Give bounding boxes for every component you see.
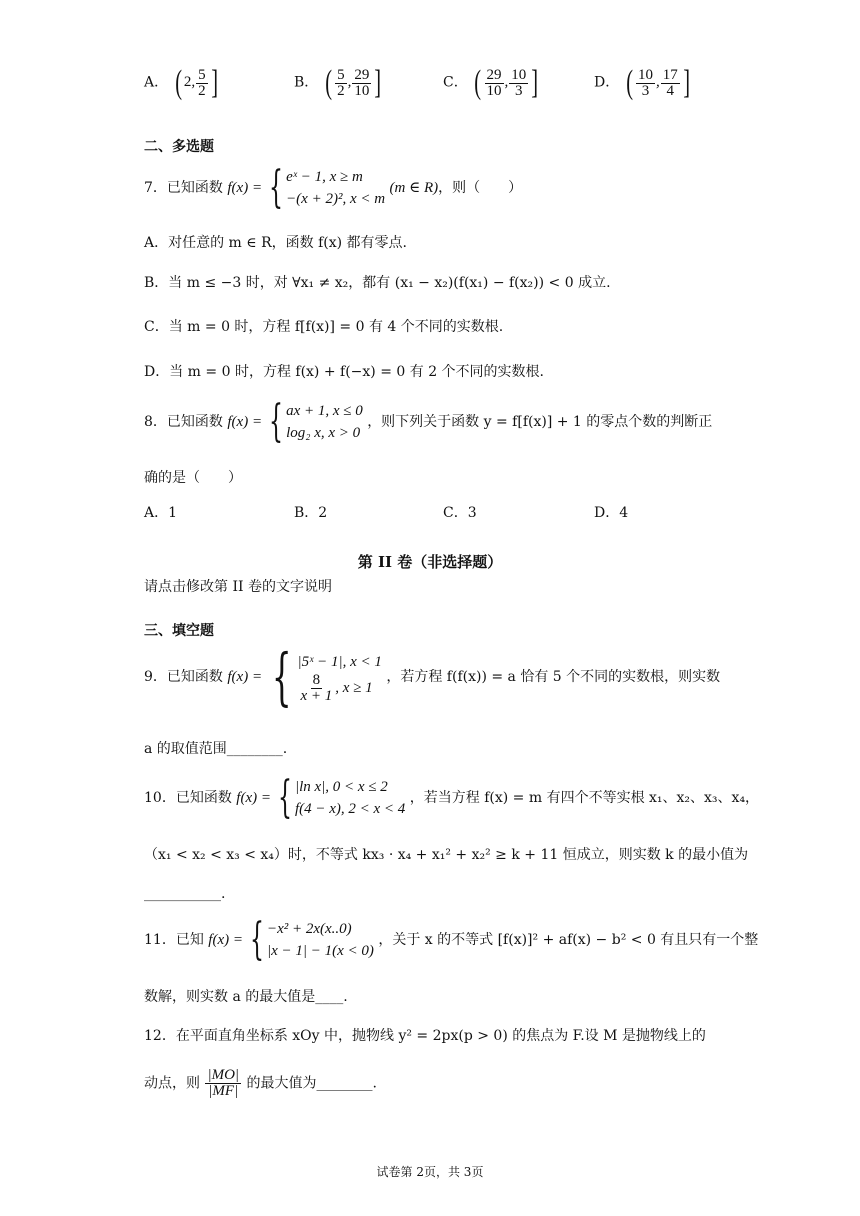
question-11-stem-line2: 数解，则实数 a 的最大值是____. [144, 989, 348, 1005]
section-heading-fill-in: 三、填空题 [144, 623, 214, 639]
question-12-stem-line2: 动点，则 $\frac{|MO|}{|MF|}$ 的最大值为________. [144, 1067, 377, 1099]
question-10-stem-line2: （x₁ < x₂ < x₃ < x₄）时，不等式 kx₃ · x₄ + x₁² + x₂² ≥ k + 11 恒成立，则实数 k 的最小值为 [144, 847, 749, 863]
question-7-stem: 7．已知函数 f(x) = { eˣ − 1, x ≥ m −(x + 2)², x < m (m ∈ R)，则（ ） [144, 162, 523, 213]
question-9-stem-line2: a 的取值范围________. [144, 741, 288, 757]
question-8-option-a: A．1 [144, 505, 178, 521]
question-8-option-d: D．4 [594, 505, 629, 521]
part-2-title: 第 II 卷（非选择题） [357, 553, 503, 571]
q6-option-a: A． ( 2, $\frac{5}{2}$ ] [144, 64, 218, 101]
question-7-option-d: D．当 m = 0 时，方程 f(x) + f(−x) = 0 有 2 个不同的实数根. [144, 364, 544, 380]
section-heading-multiple-choice: 二、多选题 [144, 139, 214, 155]
question-8-stem-line2: 确的是（ ） [144, 470, 242, 486]
question-10-stem: 10．已知函数 f(x) = { |ln x|, 0 < x ≤ 2 f(4 − x), 2 < x < 4 ，若当方程 f(x) = m 有四个不等实根 x₁、x₂、x₃、x₄， [144, 772, 760, 823]
page-footer: 试卷第 2页，共 3页 [376, 1165, 484, 1179]
q6-option-d: D． ( $\frac{10}{3}$ , $\frac{17}{4}$ ] [594, 64, 690, 101]
question-10-answer-blank: ___________. [144, 886, 226, 902]
question-8-option-b: B．2 [294, 505, 328, 521]
q6-option-c: C． ( $\frac{29}{10}$ , $\frac{10}{3}$ ] [443, 64, 539, 101]
question-8-option-c: C．3 [443, 505, 477, 521]
question-12-stem: 12．在平面直角坐标系 xOy 中，抛物线 y² = 2px(p > 0) 的焦点为 F.设 M 是抛物线上的 [144, 1028, 706, 1044]
question-7-option-b: B．当 m ≤ −3 时，对 ∀x₁ ≠ x₂，都有 (x₁ − x₂)(f(x₁) − f(x₂)) < 0 成立. [144, 275, 611, 291]
question-9-stem: 9．已知函数 f(x) = { |5ˣ − 1|, x < 1 $\frac{8}{x + 1}$ , x ≥ 1 ，若方程 f(f(x)) = a 恰有 5 个不同的实数根，则实数 [144, 640, 721, 713]
question-7-option-a: A．对任意的 m ∈ R，函数 f(x) 都有零点. [144, 235, 407, 251]
part-2-note[interactable]: 请点击修改第 II 卷的文字说明 [144, 579, 332, 595]
question-11-stem: 11．已知 f(x) = { −x² + 2x(x..0) |x − 1| − 1(x < 0) ，关于 x 的不等式 [f(x)]² + af(x) − b² < 0 有且只有一个整 [144, 914, 759, 965]
question-7-option-c: C．当 m = 0 时，方程 f[f(x)] = 0 有 4 个不同的实数根. [144, 319, 504, 335]
question-8-stem: 8．已知函数 f(x) = { ax + 1, x ≤ 0 log₂ x, x > 0 ，则下列关于函数 y = f[f(x)] + 1 的零点个数的判断正 [144, 396, 713, 447]
q6-option-b: B． ( $\frac{5}{2}$ , $\frac{29}{10}$ ] [294, 64, 382, 101]
